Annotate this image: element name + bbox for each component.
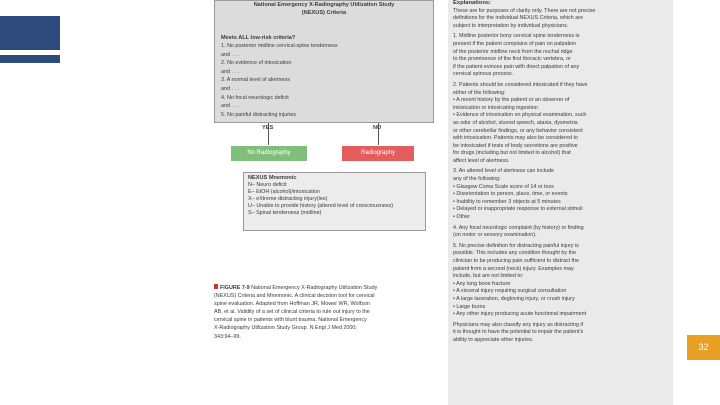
caption-line: cervical spine in patients with blunt trauma. National Emergency [214, 317, 367, 324]
explanation-line: ability to appreciate other injuries. [453, 336, 534, 343]
explanation-line: 4. Any focal neurologic complaint (by history) or finding [453, 224, 584, 231]
explanation-line: 5. No precise definition for distracting painful injury is [453, 242, 579, 249]
explanation-line: intoxication or intoxicating ingestion [453, 104, 538, 111]
explanation-line: for drugs (including but not limited to alcohol) that [453, 150, 571, 157]
explanation-line: possible. This includes any condition thought by the [453, 250, 577, 257]
explanation-line: of the posterior midline neck from the nuchal ridge [453, 48, 573, 55]
explanation-line: or other cerebellar findings, or any behavior consistent [453, 127, 583, 134]
explanation-line: (on motor or sensory examination). [453, 232, 537, 239]
explanation-line: subject to interpretation by individual physicians. [453, 22, 569, 29]
explanations-panel [448, 0, 673, 405]
explanation-line: any of the following: [453, 176, 501, 183]
explanation-line: • Inability to remember 3 objects at 5 minutes [453, 198, 561, 205]
explanation-line: to the prominence of the first thoracic vertebra, or [453, 56, 571, 63]
explanation-line: 3. An altered level of alertness can include [453, 168, 554, 175]
criteria-line: and . . . [221, 51, 239, 58]
explanation-line: • Any other injury producing acute functional impairment [453, 311, 587, 318]
explanation-line: 1. Midline posterior bony cervical spine tenderness is [453, 33, 580, 40]
mnemonic-line: X– eXtreme distracting injury(ies) [248, 196, 328, 202]
explanation-line: clinician to be producing pain sufficient to distract the [453, 258, 580, 264]
explanation-line: • Large burns [453, 303, 486, 310]
explanation-line: present if the patient complains of pain on palpation [453, 40, 577, 47]
figure-marker-icon [214, 284, 218, 289]
criteria-line: and . . . [221, 103, 239, 110]
caption-line: X-Radiography Utilization Study Group. N Engl J Med 2000; [214, 325, 357, 332]
caption-line: AB, et al. Validity of a set of clinical criteria to rule out injury to the [214, 309, 370, 316]
criteria-line: 4. No focal neurologic deficit [221, 94, 289, 101]
explanation-line: definitions for the individual NEXUS Criteria, which are [453, 15, 584, 22]
explanation-line: • A visceral injury requiring surgical consultation [453, 288, 567, 295]
nexus-flowchart-box [214, 0, 434, 123]
decor-bar-bottom [0, 55, 60, 63]
explanation-line: affect level of alertness. [453, 157, 510, 164]
figure-label: FIGURE 7-9 [220, 285, 250, 291]
decor-bar-top [0, 16, 60, 50]
explanation-line: 2. Patients should be considered intoxicated if they have [453, 81, 588, 88]
caption-text: National Emergency X-Radiography Utilization Study [251, 285, 378, 291]
criteria-line: 1. No posterior midline cervical-spine tenderness [221, 43, 338, 49]
explanation-line: if the patient evinces pain with direct palpation of any [453, 63, 580, 70]
explanation-line: These are for purposes of clarity only. There are not precise [453, 7, 596, 14]
explanation-line: with intoxication. Patients may also be considered to [453, 135, 578, 142]
explanation-line: patient from a second (neck) injury. Examples may [453, 265, 574, 272]
explanation-line: • A large laceration, degloving injury, or crush injury [453, 295, 575, 302]
explanation-line: Physicians may also classify any injury as distracting if [453, 321, 584, 328]
explanation-line: • Any long bone fracture [453, 280, 511, 287]
mnemonic-line: U– Unable to provide history (altered level of consciousness) [248, 203, 394, 209]
flowchart-question: Meets ALL low-risk criteria? [221, 35, 296, 41]
explanation-line: • Evidence of intoxication on physical examination, such [453, 112, 587, 119]
explanation-line: • Glasgow Coma Scale score of 14 or less [453, 183, 554, 190]
caption-line: 343:94–99. [214, 333, 241, 340]
criteria-line: and . . . [221, 68, 239, 75]
nexus-mnemonic-box [243, 172, 426, 231]
page-number-badge: 32 [687, 335, 720, 360]
mnemonic-line: S– Spinal tenderness (midline) [248, 210, 322, 216]
explanations-title: Explanations: [453, 0, 492, 6]
flowchart-title-line-2: (NEXUS) Criteria [301, 10, 347, 16]
yes-label: YES [262, 125, 274, 131]
explanation-line: either of the following: [453, 89, 506, 96]
radiography-box: Radiography [342, 146, 414, 161]
explanation-line: • Other [453, 214, 470, 221]
no-radiography-box: No Radiography [231, 146, 307, 161]
mnemonic-line: E– EtOH (alcohol)/intoxication [248, 189, 320, 195]
explanation-line: cervical spinous process. [453, 71, 514, 78]
mnemonic-title: NEXUS Mnemonic [248, 175, 297, 181]
explanation-line: it is thought to have the potential to impair the patient's [453, 329, 584, 336]
explanation-line: • Delayed or inappropriate response to external stimuli [453, 206, 583, 213]
caption-line [214, 284, 428, 292]
criteria-line: 3. A normal level of alertness [221, 77, 290, 84]
figure-caption [214, 284, 428, 341]
no-label: NO [373, 125, 382, 131]
caption-line: spine evaluation. Adapted from Hoffman JR, Mower WR, Wolfson [214, 301, 370, 308]
criteria-list [215, 43, 433, 119]
explanation-line: as odor of alcohol, slurred speech, ataxia, dysmetria [453, 119, 578, 126]
explanation-line: • A recent history by the patient or an observer of [453, 97, 570, 104]
flowchart-title-line-1: National Emergency X-Radiography Utilization Study [253, 2, 395, 8]
criteria-line: and . . . [221, 85, 239, 92]
caption-line: (NEXUS) Criteria and Mnemonic. A clinical decision tool for cervical [214, 293, 375, 300]
criteria-line: 2. No evidence of intoxication [221, 60, 292, 67]
explanation-line: include, but are not limited to: [453, 273, 524, 280]
explanation-line: • Disorientation to person, place, time, or events [453, 191, 568, 198]
criteria-line: 5. No painful distracting injuries [221, 111, 296, 118]
explanation-line: be intoxicated if tests of body secretions are positive [453, 142, 578, 149]
mnemonic-line: N– Neuro deficit [248, 182, 287, 188]
